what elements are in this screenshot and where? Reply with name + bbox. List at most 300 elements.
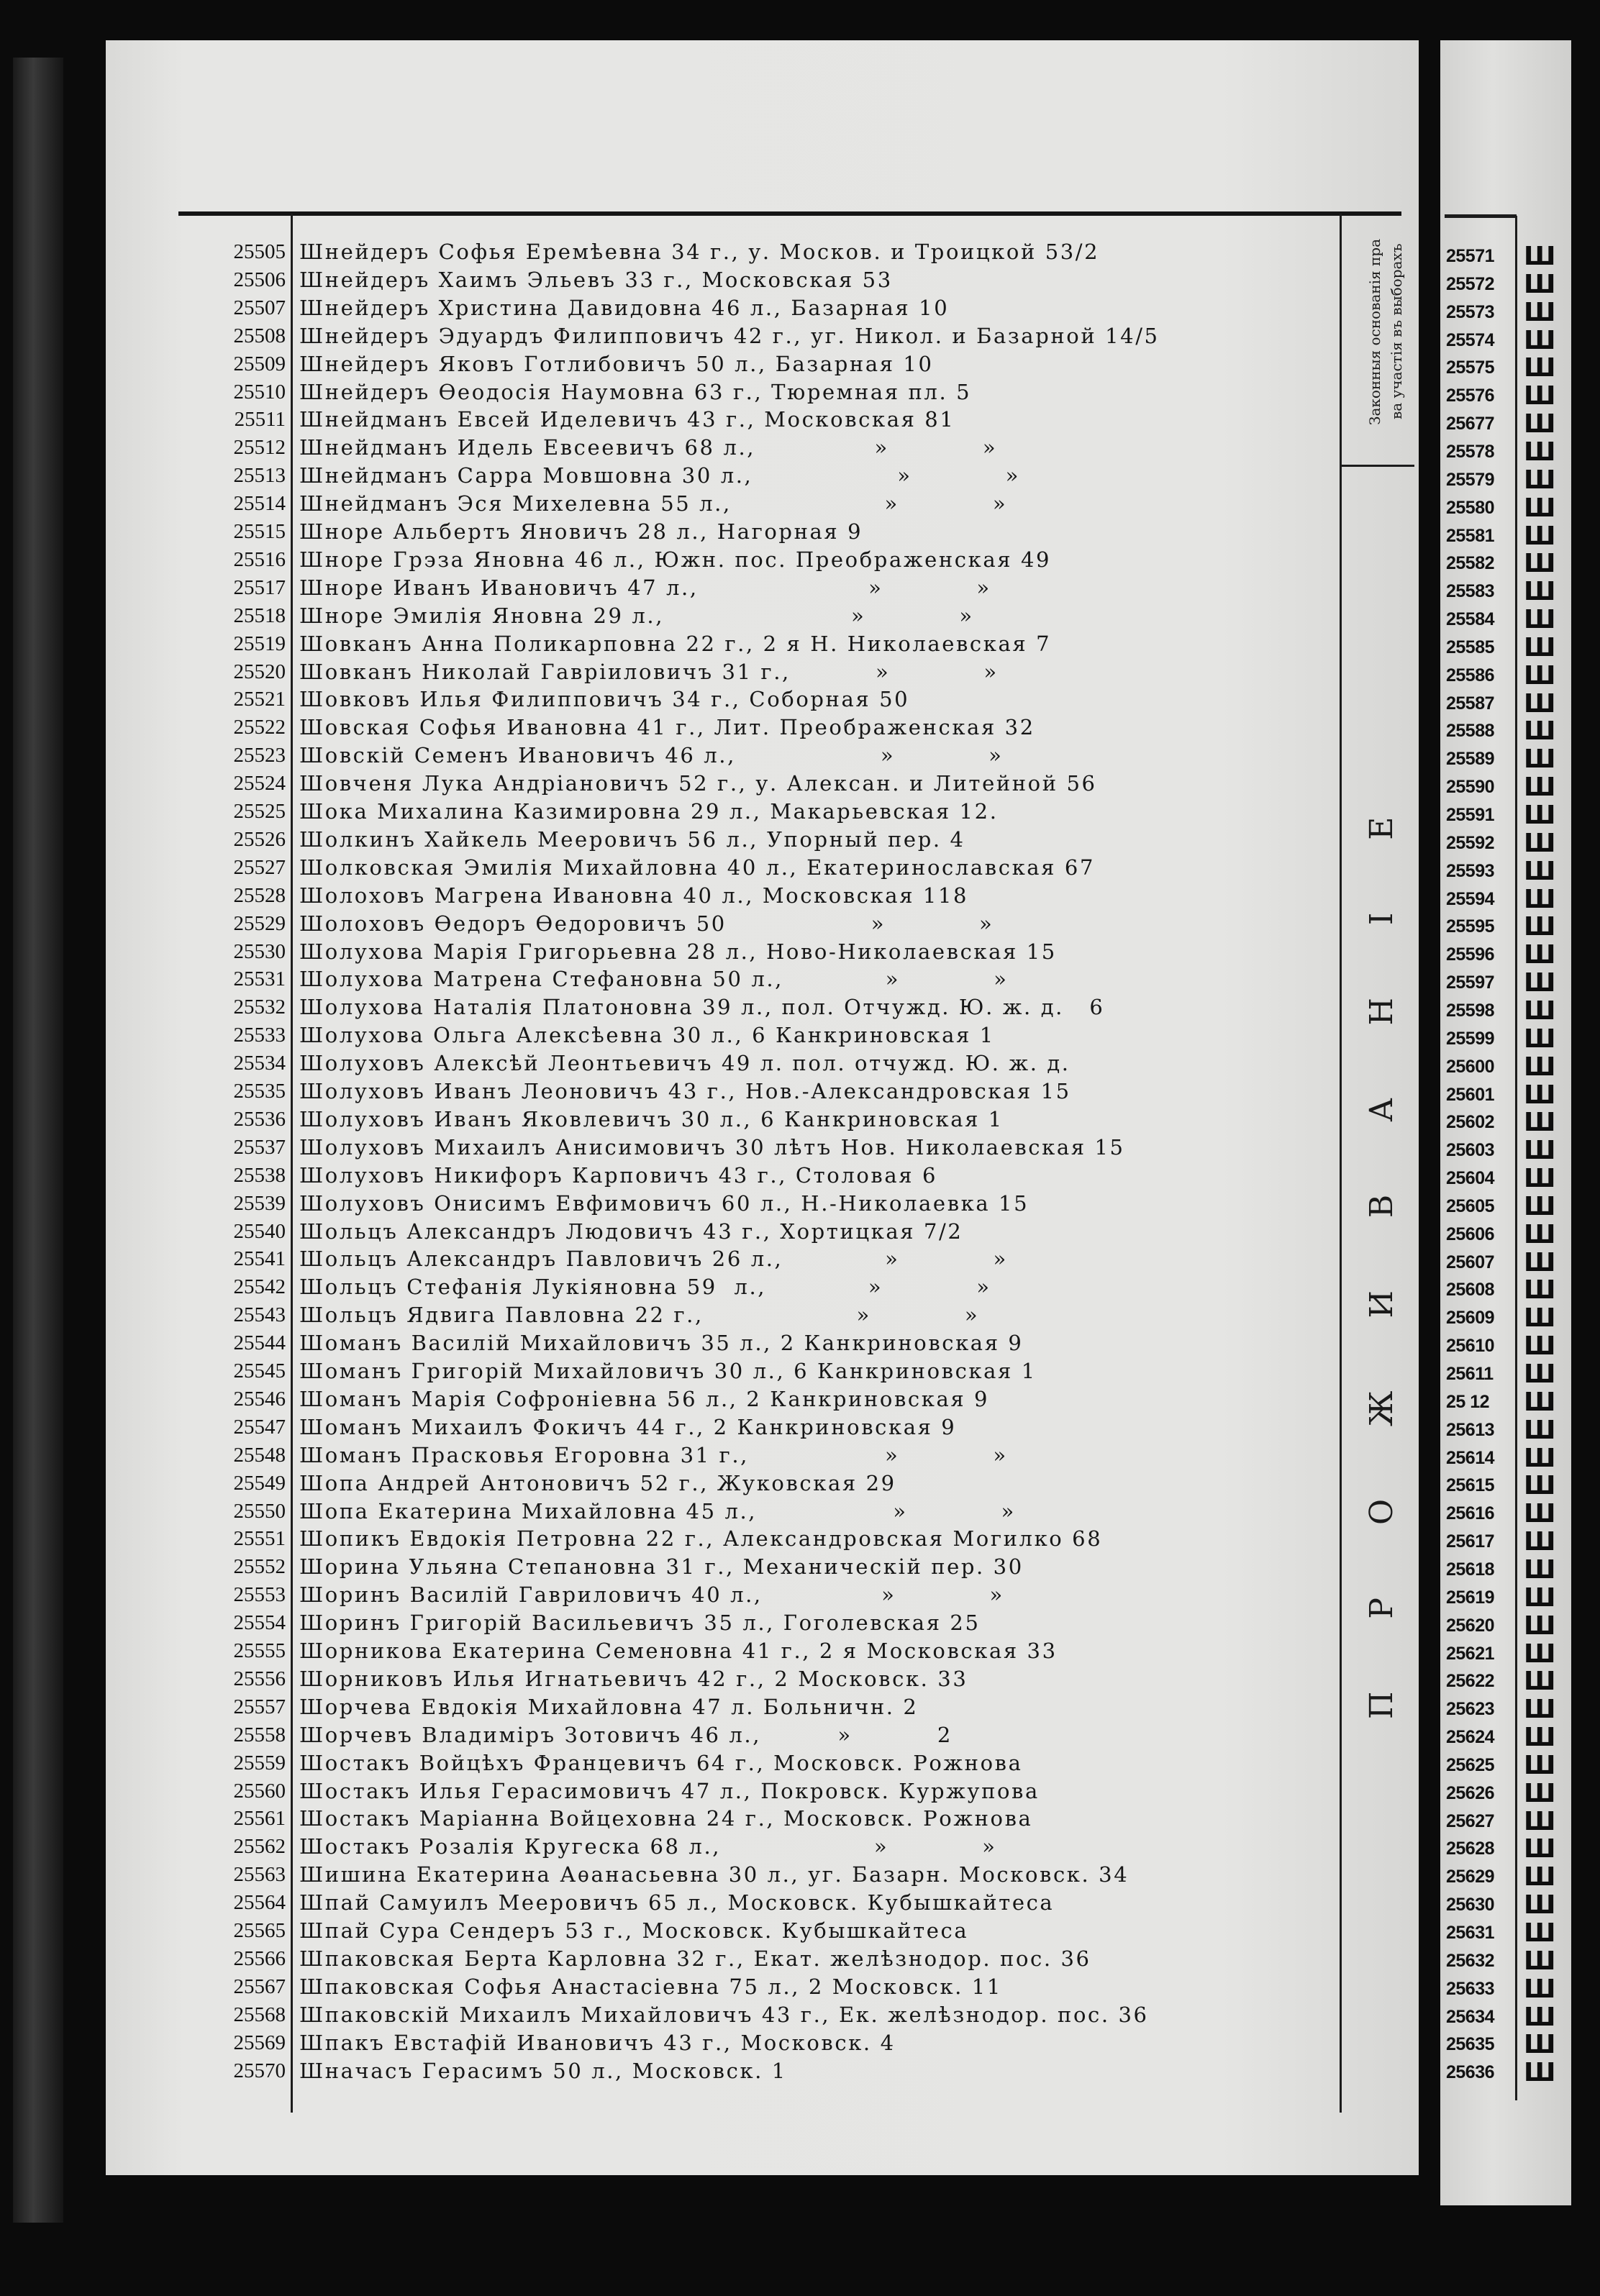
adjacent-page-initial: Ш (1524, 1639, 1556, 1668)
adjacent-page-initial: Ш (1524, 633, 1556, 662)
voter-entry-text: Шостакъ Маріанна Войцеховна 24 г., Московск. Рожнова (299, 1806, 1033, 1831)
adjacent-page-row (1443, 1053, 1570, 1081)
voter-number: 25555 (233, 1639, 286, 1662)
voter-entry-text: Шолоховъ Магрена Ивановна 40 л., Московская 118 (299, 883, 969, 908)
voter-entry-text: Шорниковъ Илья Игнатьевичъ 42 г., 2 Московск. 33 (299, 1666, 968, 1691)
adjacent-page-number: 25627 (1446, 1810, 1495, 1831)
voter-number: 25519 (233, 632, 286, 655)
voter-number: 25535 (233, 1080, 286, 1103)
adjacent-page-number: 25614 (1446, 1447, 1495, 1468)
adjacent-page-initial: Ш (1524, 913, 1556, 942)
adjacent-page-initial: Ш (1524, 1360, 1556, 1388)
voter-entry-text: Шопикъ Евдокія Петровна 22 г., Александровская Могилко 68 (299, 1526, 1103, 1552)
adjacent-page-number: 25628 (1446, 1839, 1495, 1859)
adjacent-page-row (1443, 1304, 1570, 1332)
adjacent-page-row (1443, 1667, 1570, 1695)
adjacent-page-number: 25596 (1446, 944, 1495, 965)
adjacent-page-number: 25608 (1446, 1280, 1495, 1300)
voter-entry-text: Шолуховъ Алексѣй Леонтьевичъ 49 л. пол. отчужд. Ю. ж. д. (299, 1051, 1071, 1076)
voter-number: 25544 (233, 1331, 286, 1355)
adjacent-page-initial: Ш (1524, 2003, 1556, 2031)
adjacent-page-initial: Ш (1524, 1248, 1556, 1277)
adjacent-page-row (1443, 1584, 1570, 1612)
adjacent-page-row (1443, 969, 1570, 997)
adjacent-page-number: 25616 (1446, 1503, 1495, 1524)
voter-entry-text: Шольцъ Александръ Людовичъ 43 г., Хортицкая 7/2 (299, 1218, 963, 1244)
adjacent-page-row (1443, 1640, 1570, 1668)
adjacent-page-number: 25624 (1446, 1727, 1495, 1748)
adjacent-page-number: 25573 (1446, 301, 1495, 322)
voter-entry-text: Шпай Самуилъ Мееровичъ 65 л., Московск. Кубышкайтеса (299, 1890, 1055, 1915)
voter-number: 25560 (233, 1779, 286, 1803)
adjacent-page-number: 25592 (1446, 832, 1495, 853)
adjacent-page-number: 25606 (1446, 1224, 1495, 1244)
adjacent-page-initial: Ш (1524, 1108, 1556, 1137)
voter-number: 25558 (233, 1723, 286, 1746)
adjacent-page-initial: Ш (1524, 1611, 1556, 1640)
adjacent-page-initial: Ш (1524, 242, 1556, 270)
voter-entry-text: Шнейдманъ Идель Евсеевичъ 68 л., » » (299, 435, 998, 460)
adjacent-page-initial: Ш (1524, 1080, 1556, 1109)
voter-entry-text: Шовскій Семенъ Ивановичъ 46 л., » » (299, 743, 1004, 768)
adjacent-page-number: 25572 (1446, 273, 1495, 294)
adjacent-page-number: 25618 (1446, 1559, 1495, 1580)
adjacent-page-initial: Ш (1524, 1528, 1556, 1557)
adjacent-page-row (1443, 1108, 1570, 1136)
adjacent-page-row (1443, 941, 1570, 969)
voter-entry-text: Шпаковская Софья Анастасіевна 75 л., 2 Московск. 11 (299, 1974, 1002, 1999)
adjacent-page-number: 25630 (1446, 1895, 1495, 1915)
adjacent-page-number: 25634 (1446, 2006, 1495, 2027)
adjacent-page-initial: Ш (1524, 1220, 1556, 1249)
adjacent-page-initial: Ш (1524, 969, 1556, 998)
adjacent-page-row (1443, 1891, 1570, 1919)
adjacent-page-row (1443, 1723, 1570, 1751)
voter-number: 25509 (233, 352, 286, 375)
adjacent-page-initial: Ш (1524, 1807, 1556, 1836)
voter-number: 25522 (233, 716, 286, 739)
adjacent-page-number: 25631 (1446, 1923, 1495, 1943)
voter-entry-text: Шнейдеръ Хаимъ Эльевъ 33 г., Московская 53 (299, 267, 893, 292)
adjacent-page-row (1443, 634, 1570, 662)
adjacent-page-number: 25599 (1446, 1028, 1495, 1049)
voter-entry-text: Шостакъ Илья Герасимовичъ 47 л., Покровск. Куржупова (299, 1778, 1040, 1803)
voter-number: 25536 (233, 1107, 286, 1131)
adjacent-page-initial: Ш (1524, 1416, 1556, 1444)
adjacent-page-row (1443, 1695, 1570, 1723)
adjacent-page-row (1443, 1975, 1570, 2003)
adjacent-page-number: 25597 (1446, 972, 1495, 993)
adjacent-page-initial: Ш (1524, 354, 1556, 383)
voter-number: 25549 (233, 1471, 286, 1495)
adjacent-page-initial: Ш (1524, 1304, 1556, 1333)
voter-number: 25540 (233, 1219, 286, 1243)
adjacent-page-row (1443, 438, 1570, 466)
voter-number: 25564 (233, 1891, 286, 1915)
adjacent-page-initial: Ш (1524, 829, 1556, 857)
adjacent-page-number: 25598 (1446, 1000, 1495, 1021)
adjacent-page-row (1443, 242, 1570, 270)
voter-entry-text: Шолкинъ Хайкель Мееровичъ 56 л., Упорный пер. 4 (299, 826, 965, 852)
adjacent-page-initial: Ш (1524, 1332, 1556, 1361)
voter-number: 25526 (233, 827, 286, 851)
voter-entry-text: Шолуховъ Иванъ Леоновичъ 43 г., Нов.-Александровская 15 (299, 1079, 1071, 1103)
voter-number: 25516 (233, 547, 286, 571)
voter-number: 25538 (233, 1163, 286, 1187)
adjacent-page-row (1443, 1919, 1570, 1947)
adjacent-page-row (1443, 2003, 1570, 2031)
voter-number: 25525 (233, 800, 286, 823)
adjacent-page-initial: Ш (1524, 437, 1556, 466)
adjacent-page-number: 25582 (1446, 553, 1495, 574)
voter-entry-text: Шпаковская Берта Карловна 32 г., Екат. желѣзнодор. пос. 36 (299, 1946, 1091, 1971)
adjacent-page-number: 25587 (1446, 693, 1495, 714)
adjacent-page-row (1443, 801, 1570, 829)
voter-number: 25506 (233, 268, 286, 291)
adjacent-page-row (1443, 1835, 1570, 1863)
voter-entry-text: Шольцъ Александръ Павловичъ 26 л., » » (299, 1247, 1008, 1272)
voter-number: 25568 (233, 2003, 286, 2026)
adjacent-page-initial: Ш (1524, 298, 1556, 327)
adjacent-page-number: 25580 (1446, 497, 1495, 518)
adjacent-page-row (1443, 1780, 1570, 1808)
adjacent-page-row (1443, 1136, 1570, 1165)
adjacent-page-number: 25632 (1446, 1950, 1495, 1971)
voter-entry-text: Шоринъ Григорій Васильевичъ 35 л., Гоголевская 25 (299, 1611, 981, 1636)
voter-number: 25570 (233, 2059, 286, 2082)
adjacent-page-initial: Ш (1524, 578, 1556, 606)
voter-number: 25530 (233, 939, 286, 963)
adjacent-page-initial: Ш (1524, 1052, 1556, 1081)
adjacent-page-initial: Ш (1524, 1472, 1556, 1500)
adjacent-page-initial: Ш (1524, 1024, 1556, 1053)
adjacent-page-number: 25626 (1446, 1782, 1495, 1803)
adjacent-page-row (1443, 1249, 1570, 1277)
adjacent-page-initial: Ш (1524, 1555, 1556, 1584)
adjacent-page-row (1443, 606, 1570, 634)
adjacent-page-initial: Ш (1524, 1974, 1556, 2003)
voter-number: 25511 (234, 408, 286, 432)
adjacent-page-initial: Ш (1524, 1863, 1556, 1892)
voter-number: 25567 (233, 1974, 286, 1998)
voter-number: 25527 (233, 855, 286, 879)
adjacent-page-number: 25581 (1446, 525, 1495, 546)
voter-entry-text: Шовканъ Анна Поликарповна 22 г., 2 я Н. Николаевская 7 (299, 631, 1052, 656)
adjacent-page-initial: Ш (1524, 1835, 1556, 1864)
voter-entry-text: Шнейдеръ Христина Давидовна 46 л., Базарная 10 (299, 295, 950, 320)
adjacent-page-initial: Ш (1524, 1276, 1556, 1305)
adjacent-page-number: 25613 (1446, 1419, 1495, 1440)
adjacent-page-row (1443, 913, 1570, 941)
voter-number: 25510 (233, 380, 286, 404)
adjacent-page-number: 25601 (1446, 1084, 1495, 1105)
voter-entry-text: Шорникова Екатерина Семеновна 41 г., 2 я Московская 33 (299, 1639, 1058, 1663)
voter-entry-text: Шначасъ Герасимъ 50 л., Московск. 1 (299, 2058, 787, 2083)
adjacent-page-initial: Ш (1524, 1667, 1556, 1696)
voter-entry-text: Шовская Софья Ивановна 41 г., Лит. Преображенская 32 (299, 715, 1035, 740)
voter-number: 25523 (233, 744, 286, 767)
adjacent-page-initial: Ш (1524, 801, 1556, 829)
voter-number: 25548 (233, 1443, 286, 1467)
adjacent-page-number: 25609 (1446, 1308, 1495, 1329)
voter-number: 25507 (233, 296, 286, 319)
voter-number: 25532 (233, 996, 286, 1019)
voter-number: 25542 (233, 1275, 286, 1299)
voter-entry-text: Шока Михалина Казимировна 29 л., Макарьевская 12. (299, 799, 999, 824)
adjacent-page-row (1443, 1612, 1570, 1640)
adjacent-page-row (1443, 1165, 1570, 1193)
voter-number: 25546 (233, 1387, 286, 1411)
adjacent-page-number: 25575 (1446, 357, 1495, 378)
voter-entry-text: Шовченя Лука Андріановичъ 52 г., у. Алексан. и Литейной 56 (299, 771, 1097, 796)
voter-entry-text: Шолухова Ольга Алексѣевна 30 л., 6 Канкриновская 1 (299, 1023, 995, 1048)
adjacent-page-initial: Ш (1524, 326, 1556, 355)
adjacent-page-number: 25574 (1446, 329, 1495, 350)
adjacent-page-number: 25590 (1446, 777, 1495, 798)
voter-entry-text: Шнейдманъ Эся Михелевна 55 л., » » (299, 491, 1008, 516)
adjacent-page-initial: Ш (1524, 606, 1556, 634)
adjacent-page-row (1443, 662, 1570, 690)
voter-number: 25545 (233, 1359, 286, 1382)
voter-number: 25557 (233, 1695, 286, 1718)
adjacent-page-initial: Ш (1524, 996, 1556, 1025)
adjacent-page-row (1443, 1751, 1570, 1780)
adjacent-page-number: 25588 (1446, 721, 1495, 742)
adjacent-page-number: 25603 (1446, 1140, 1495, 1161)
voter-number: 25515 (233, 520, 286, 543)
adjacent-page-row (1443, 1808, 1570, 1836)
adjacent-page-row (1443, 327, 1570, 355)
voter-number: 25551 (233, 1527, 286, 1551)
adjacent-page-initial: Ш (1524, 2059, 1556, 2087)
adjacent-page-number: 25 12 (1446, 1391, 1490, 1412)
adjacent-page-number: 25571 (1446, 246, 1495, 266)
adjacent-page-row (1443, 354, 1570, 382)
voter-number: 25541 (233, 1247, 286, 1271)
adjacent-page-row (1443, 857, 1570, 885)
adjacent-page-initial: Ш (1524, 1165, 1556, 1193)
voter-number: 25543 (233, 1303, 286, 1327)
adjacent-page-initial: Ш (1524, 270, 1556, 299)
voter-entry-text: Шорина Ульяна Степановна 31 г., Механическій пер. 30 (299, 1554, 1024, 1580)
adjacent-page-number: 25621 (1446, 1643, 1495, 1664)
adjacent-page-row (1443, 773, 1570, 801)
adjacent-page-initial: Ш (1524, 550, 1556, 578)
adjacent-page-number: 25622 (1446, 1671, 1495, 1692)
voter-number: 25569 (233, 2031, 286, 2054)
adjacent-page-number: 25583 (1446, 581, 1495, 602)
adjacent-page-initial: Ш (1524, 1444, 1556, 1472)
voter-number: 25561 (233, 1807, 286, 1831)
voter-number: 25520 (233, 660, 286, 683)
voter-entry-text: Шолоховъ Өедоръ Өедоровичъ 50 » » (299, 911, 994, 936)
voter-number: 25533 (233, 1024, 286, 1047)
adjacent-page-number: 25635 (1446, 2034, 1495, 2055)
adjacent-page-number: 25578 (1446, 441, 1495, 462)
adjacent-page-initial: Ш (1524, 1583, 1556, 1612)
voter-number: 25559 (233, 1751, 286, 1775)
voter-number: 25566 (233, 1946, 286, 1970)
voter-number: 25513 (233, 464, 286, 488)
adjacent-page-row (1443, 997, 1570, 1025)
adjacent-page-row (1443, 1360, 1570, 1388)
voter-number: 25524 (233, 772, 286, 796)
voter-entry-text: Шолуховъ Никифоръ Карповичъ 43 г., Столовая 6 (299, 1162, 938, 1188)
voter-entry-text: Шовканъ Николай Гавріиловичъ 31 г., » » (299, 659, 999, 684)
adjacent-page-initial: Ш (1524, 1500, 1556, 1529)
adjacent-page-row (1443, 522, 1570, 550)
adjacent-page-initial: Ш (1524, 1751, 1556, 1780)
voter-number: 25550 (233, 1499, 286, 1523)
adjacent-page-row (1443, 410, 1570, 438)
voter-entry-text: Шовковъ Илья Филипповичъ 34 г., Соборная 50 (299, 687, 910, 712)
voter-entry-text: Шолуховъ Михаилъ Анисимовичъ 30 лѣтъ Нов. Николаевская 15 (299, 1134, 1125, 1160)
voter-number: 25556 (233, 1667, 286, 1690)
adjacent-page-number: 25625 (1446, 1754, 1495, 1775)
voter-number: 25552 (233, 1555, 286, 1579)
voter-number: 25529 (233, 911, 286, 935)
adjacent-page-initial: Ш (1524, 689, 1556, 718)
voter-number: 25563 (233, 1863, 286, 1887)
adjacent-page-row (1443, 1444, 1570, 1472)
adjacent-page-row (1443, 745, 1570, 773)
voter-number: 25547 (233, 1415, 286, 1439)
voter-entry-text: Шнейдеръ Өеодосія Наумовна 63 г., Тюремная пл. 5 (299, 379, 972, 404)
adjacent-page-row (1443, 1528, 1570, 1556)
adjacent-page-row (1443, 1947, 1570, 1975)
adjacent-page-row (1443, 466, 1570, 494)
voter-entry-text: Шостакъ Розалія Кругеска 68 л., » » (299, 1834, 997, 1859)
adjacent-page-number: 25629 (1446, 1867, 1495, 1887)
adjacent-page-row (1443, 1081, 1570, 1109)
adjacent-page-initial: Ш (1524, 717, 1556, 746)
adjacent-page-initial: Ш (1524, 857, 1556, 885)
voter-entry-text: Шпакъ Евстафій Ивановичъ 43 г., Московск. 4 (299, 2030, 896, 2055)
adjacent-page-row (1443, 690, 1570, 718)
adjacent-page-number: 25619 (1446, 1587, 1495, 1608)
adjacent-page-row (1443, 2059, 1570, 2087)
voter-number: 25521 (233, 688, 286, 711)
voter-number: 25534 (233, 1052, 286, 1075)
adjacent-page-number: 25623 (1446, 1699, 1495, 1720)
adjacent-page-number: 25594 (1446, 888, 1495, 909)
adjacent-page-initial: Ш (1524, 382, 1556, 411)
voter-entry-text: Шопа Андрей Антоновичъ 52 г., Жуковская 29 (299, 1470, 896, 1495)
adjacent-page-initial: Ш (1524, 773, 1556, 802)
adjacent-page-row (1443, 270, 1570, 299)
adjacent-page-row (1443, 1221, 1570, 1249)
adjacent-page-row (1443, 299, 1570, 327)
voter-entry-text: Шоманъ Марія Софроніевна 56 л., 2 Канкриновская 9 (299, 1386, 990, 1411)
adjacent-page-row (1443, 382, 1570, 410)
voter-entry-text: Шольцъ Стефанія Лукіяновна 59 л., » » (299, 1275, 991, 1300)
voter-entry-text: Шолковская Эмилія Михайловна 40 л., Екатеринославская 67 (299, 855, 1095, 880)
adjacent-page-row (1443, 494, 1570, 522)
adjacent-page-number: 25589 (1446, 749, 1495, 770)
adjacent-page-initial: Ш (1524, 1192, 1556, 1221)
voter-entry-text: Шольцъ Ядвига Павловна 22 г., » » (299, 1303, 980, 1328)
voter-entry-text: Шостакъ Войцѣхъ Францевичъ 64 г., Московск. Рожнова (299, 1750, 1023, 1775)
adjacent-page-initial: Ш (1524, 410, 1556, 439)
adjacent-page-number: 25620 (1446, 1615, 1495, 1636)
voter-entry-text: Шолуховъ Иванъ Яковлевичъ 30 л., 6 Канкриновская 1 (299, 1106, 1004, 1131)
adjacent-page-initial: Ш (1524, 1779, 1556, 1808)
adjacent-page-number: 25600 (1446, 1056, 1495, 1077)
adjacent-page-number: 25605 (1446, 1195, 1495, 1216)
voter-entry-text: Шнейдманъ Сарра Мовшовна 30 л., » » (299, 463, 1020, 488)
adjacent-page-row (1443, 1472, 1570, 1500)
voter-number: 25517 (233, 575, 286, 599)
adjacent-page-number: 25585 (1446, 637, 1495, 657)
adjacent-page-number: 25595 (1446, 916, 1495, 937)
adjacent-page-initial: Ш (1524, 1891, 1556, 1920)
voter-entry-text: Шоманъ Василій Михайловичъ 35 л., 2 Канкриновская 9 (299, 1331, 1024, 1356)
adjacent-page-initial: Ш (1524, 1919, 1556, 1947)
adjacent-page-initial: Ш (1524, 661, 1556, 690)
voter-number: 25531 (233, 967, 286, 991)
voter-entry-text: Шнейдеръ Эдуардъ Филипповичъ 42 г., уг. Никол. и Базарной 14/5 (299, 323, 1160, 348)
adjacent-page-number: 25579 (1446, 469, 1495, 490)
adjacent-page-number: 25591 (1446, 805, 1495, 825)
voter-number: 25554 (233, 1611, 286, 1635)
legal-basis-heading-line-1: Законныя основанія пра (1366, 238, 1383, 425)
adjacent-page-number: 25602 (1446, 1112, 1495, 1133)
voter-entry-text: Шорчева Евдокія Михайловна 47 л. Больничн. 2 (299, 1694, 919, 1719)
voter-entry-text: Шоринъ Василій Гавриловичъ 40 л., » » (299, 1582, 1004, 1608)
voter-entry-text: Шолухова Наталія Платоновна 39 л., пол. Отчужд. Ю. ж. д. 6 (299, 995, 1105, 1020)
voter-entry-text: Шолуховъ Онисимъ Евфимовичъ 60 л., Н.-Николаевка 15 (299, 1190, 1029, 1216)
voter-number: 25512 (233, 436, 286, 460)
adjacent-page-initial: Ш (1524, 1723, 1556, 1752)
adjacent-page-row (1443, 1332, 1570, 1360)
adjacent-page-initial: Ш (1524, 941, 1556, 970)
adjacent-page-initial: Ш (1524, 1946, 1556, 1975)
adjacent-page-number: 25615 (1446, 1475, 1495, 1496)
voter-entry-text: Шнейдеръ Яковъ Готлибовичъ 50 л., Базарная 10 (299, 351, 934, 376)
voter-number: 25539 (233, 1191, 286, 1215)
voter-number: 25518 (233, 603, 286, 627)
adjacent-page-initial: Ш (1524, 745, 1556, 774)
adjacent-page-number: 25604 (1446, 1168, 1495, 1189)
adjacent-page-initial: Ш (1524, 2031, 1556, 2059)
voter-number: 25505 (233, 240, 286, 263)
voter-entry-text: Шпаковскій Михаилъ Михайловичъ 43 г., Ек. желѣзнодор. пос. 36 (299, 2002, 1149, 2027)
adjacent-page-number: 25617 (1446, 1531, 1495, 1552)
adjacent-page-number: 25611 (1446, 1364, 1494, 1384)
voter-number: 25553 (233, 1583, 286, 1607)
adjacent-page-row (1443, 1388, 1570, 1416)
adjacent-page-row (1443, 2031, 1570, 2059)
adjacent-page-row (1443, 1863, 1570, 1891)
adjacent-page-number: 25576 (1446, 386, 1495, 406)
adjacent-page-initial: Ш (1524, 465, 1556, 494)
voter-number: 25514 (233, 492, 286, 516)
adjacent-page-row (1443, 717, 1570, 745)
adjacent-page-initial: Ш (1524, 1136, 1556, 1165)
voter-entry-text: Шоманъ Прасковья Егоровна 31 г., » » (299, 1442, 1008, 1467)
voter-number: 25508 (233, 324, 286, 347)
voter-number: 25562 (233, 1835, 286, 1859)
voter-entry-text: Шишина Екатерина Аѳанасьевна 30 л., уг. Базарн. Московск. 34 (299, 1862, 1129, 1887)
adjacent-page-initial: Ш (1524, 493, 1556, 522)
adjacent-page-row (1443, 1025, 1570, 1053)
adjacent-page-row (1443, 550, 1570, 578)
voter-entry-text: Шноре Иванъ Ивановичъ 47 л., » » (299, 575, 991, 600)
adjacent-page-number: 25584 (1446, 609, 1495, 630)
voter-entry-text: Шорчевъ Владиміръ Зотовичъ 46 л., » 2 (299, 1722, 953, 1747)
adjacent-page-number: 25677 (1446, 414, 1495, 434)
adjacent-page-number: 25636 (1446, 2062, 1495, 2083)
